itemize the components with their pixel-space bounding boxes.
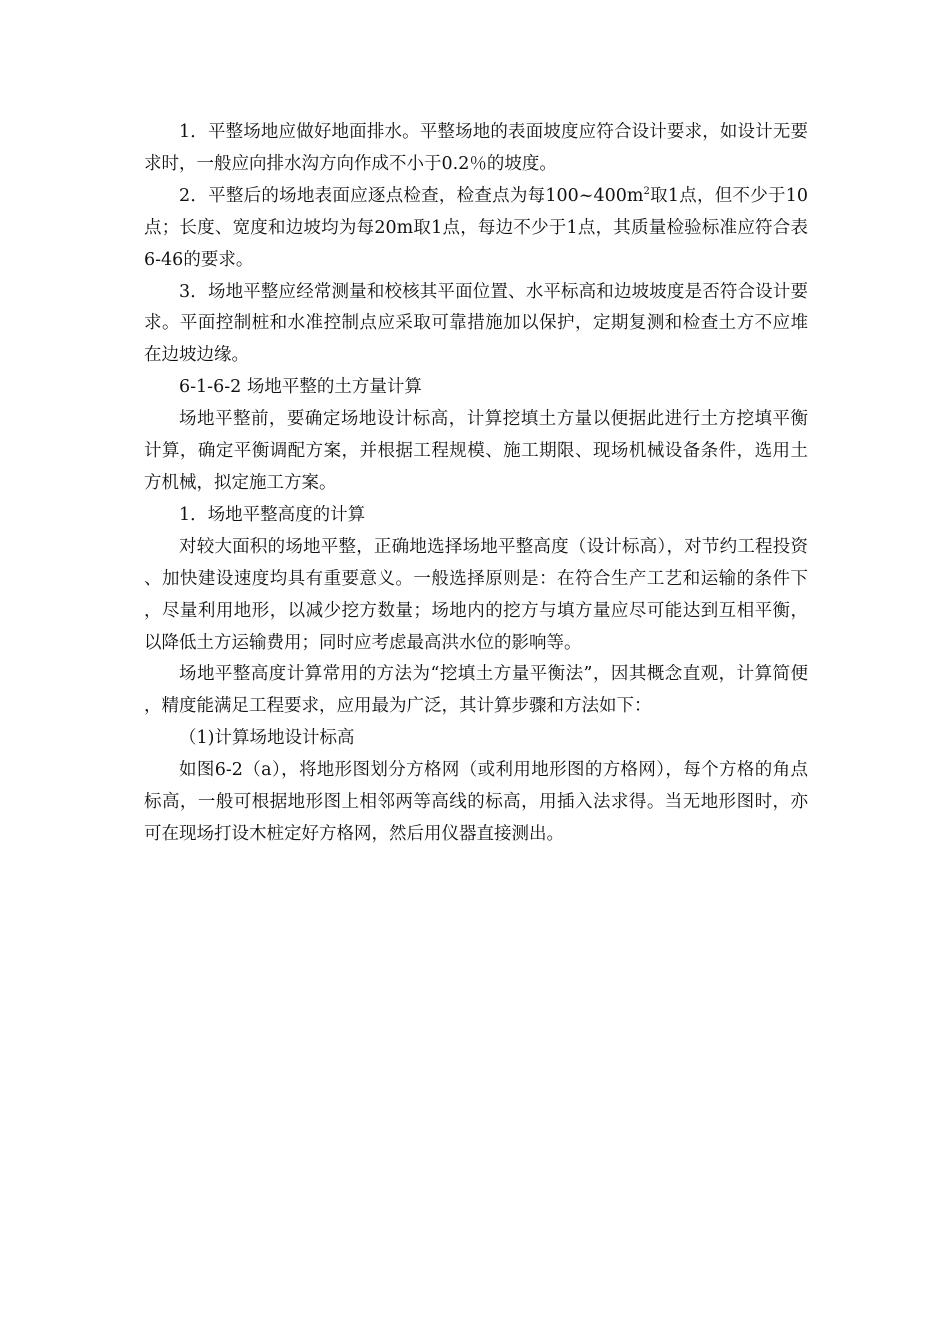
document-page (144, 117, 808, 851)
paragraph-grid: 如图6-2（a），将地形图划分方格网（或利用地形图的方格网），每个方格的角点标高，一般可根据地形图上相邻两等高线的标高，用插入法求得。当无地形图时，亦可在现场打设木桩定好方格网，然后用仪器直接测出。 (144, 760, 808, 844)
superscript-square: 2 (643, 185, 650, 197)
step-heading: （1)计算场地设计标高 (179, 728, 355, 749)
paragraph-drainage: 1．平整场地应做好地面排水。平整场地的表面坡度应符合设计要求，如设计无要求时，一般应向排水沟方向作成不小于0.2％的坡度。 (144, 122, 808, 174)
paragraph-method: 场地平整高度计算常用的方法为“挖填土方量平衡法”，因其概念直观，计算简便，精度能满足工程要求，应用最为广泛，其计算步骤和方法如下： (144, 664, 808, 717)
paragraph-survey: 3．场地平整应经常测量和校核其平面位置、水平标高和边坡坡度是否符合设计要求。平面控制桩和水准控制点应采取可靠措施加以保护，定期复测和检查土方不应堆在边坡边缘。 (144, 281, 808, 366)
paragraph-principles: 对较大面积的场地平整，正确地选择场地平整高度（设计标高），对节约工程投资、加快建设速度均具有重要意义。一般选择原则是：在符合生产工艺和运输的条件下，尽量利用地形，以减少挖方数量；场地内的挖方与填方量应尽可能达到互相平衡，以降低土方运输费用；同时应考虑最高洪水位的影响等。 (144, 536, 808, 653)
subsection-heading: 1．场地平整高度的计算 (179, 504, 366, 525)
inspection-text-start: 2．平整后的场地表面应逐点检查，检查点为每100~400m (179, 185, 644, 206)
paragraph-inspection (144, 181, 808, 277)
paragraph-intro: 场地平整前，要确定场地设计标高，计算挖填土方量以便据此进行土方挖填平衡计算，确定平衡调配方案，并根据工程规模、施工期限、现场机械设备条件，选用土方机械，拟定施工方案。 (144, 409, 808, 493)
inspection-text-end: 取1点，但不少于10点；长度、宽度和边坡均为每20m取1点，每边不少于1点，其质量检验标准应符合表6-46的要求。 (144, 185, 809, 270)
section-heading: 6-1-6-2 场地平整的土方量计算 (179, 377, 422, 398)
